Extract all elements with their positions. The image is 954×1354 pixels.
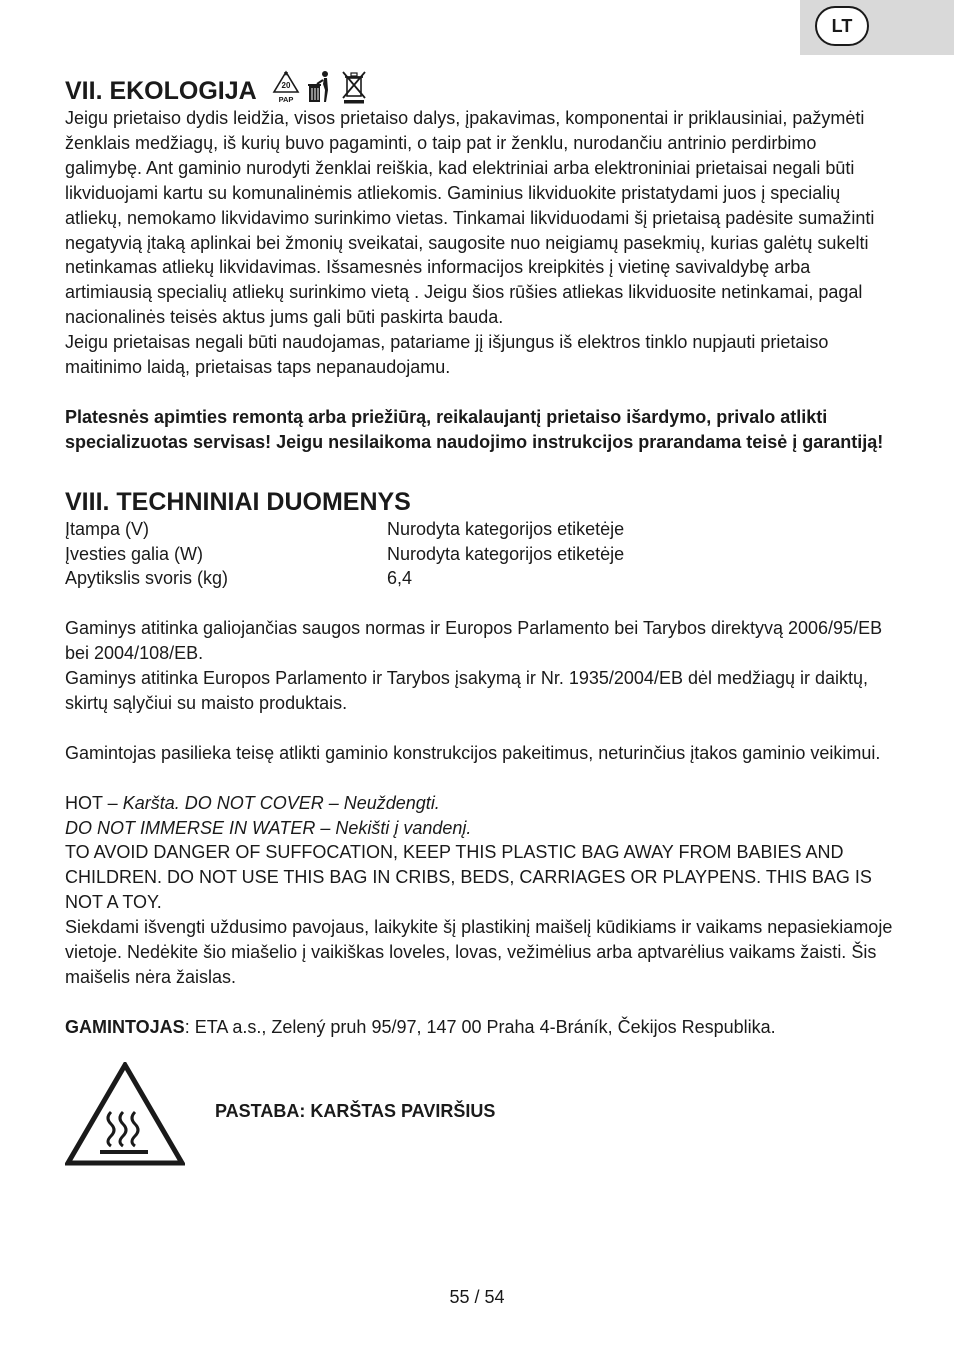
immerse-text: DO NOT IMMERSE IN WATER – Nekišti į vandenį. [65,817,472,838]
spec-row [65,542,895,567]
spec-row [65,517,895,542]
waste-bin-person-icon [307,70,335,104]
compliance-2: Gaminys atitinka Europos Parlamento ir Tarybos įsakymą ir Nr. 1935/2004/EB dėl medžiagų ir daiktų, skirtų sąlyčiui su maisto produktais. [65,668,869,713]
ecology-icons [271,70,367,104]
page-content [65,70,895,1166]
spec-value: 6,4 [387,568,413,589]
ecology-heading [65,70,895,106]
recycle-material: PAP [278,95,294,104]
spec-label: Apytikslis svoris (kg) [65,568,229,589]
spec-value: Nurodyta kategorijos etiketėje [387,543,625,564]
hot-line [65,791,895,816]
tech-title: VIII. TECHNINIAI DUOMENYS [65,487,411,516]
ecology-paragraph-1: Jeigu prietaiso dydis leidžia, visos prietaiso dalys, įpakavimas, komponentai ir priklausiniai, pažymėti ženklais medžiagų, iš kurių buvo pagaminti, o taip pat ir ženklu, nurodančiu antrinio perdirbimo galimybę. Ant gaminio nurodyti ženklai reiškia, kad elektriniai arba elektroniniai prietaisai negali būti likviduojami kartu su komunalinėmis atliekomis. Gaminius likviduokite pristatydami juos į specialių atliekų, nemokamo likvidavimo surinkimo vietas. Tinkamai likviduodami šį prietaisą padėsite sumažinti negatyvią įtaką aplinkai bei žmonių sveikatai, saugosite nuo neigiamų pasekmių, kurias galėtų sukelti netinkamas atliekų likvidavimas. Išsamesnės informacijos kreipkitės į vietinę savivaldybę arba artimiausią specialių atliekų surinkimo vietą . Jeigu šios rūšies atliekas likviduosite netinkamai, pagal nacionalinės teisės aktus jums gali būti paskirta bauda. [65,108,875,328]
language-badge: LT [815,6,869,46]
spec-row [65,566,895,591]
service-notice: Platesnės apimties remontą arba priežiūrą, reikalaujantį prietaiso išardymo, privalo atlikti specializuotas servisas! Jeigu nesilaikoma naudojimo instrukcijos prarandama teisė į garantiją! [65,406,884,452]
spec-value: Nurodyta kategorijos etiketėje [387,518,625,539]
hot-translation: Karšta. DO NOT COVER – Neuždengti. [122,792,440,813]
immerse-line [65,816,895,841]
manufacturer-line [65,1015,895,1040]
spec-label: Įtampa (V) [65,518,150,539]
recycle-code: 20 [281,81,291,90]
spec-label: Įvesties galia (W) [65,543,204,564]
compliance-1: Gaminys atitinka galiojančias saugos normas ir Europos Parlamento bei Tarybos direktyvą 2006/95/EB bei 2004/108/EB. [65,618,883,664]
bag-warning-lt: Siekdami išvengti uždusimo pavojaus, laikykite šį plastikinį maišelį kūdikiams ir vaikams nepasiekiamoje vietoje. Nedėkite šio miašelio į vaikiškas loveles, lovas, vežimėlius arba aptvarėlius vaikams žaisti. Šis maišelis nėra žaislas. [65,917,893,987]
tech-heading [65,487,895,517]
spec-table [65,517,895,592]
manufacturer-value: : ETA a.s., Zelený pruh 95/97, 147 00 Praha 4-Bráník, Čekijos Respublika. [184,1016,776,1037]
crossed-bin-icon [341,70,367,104]
recycle-pap-20-icon [271,70,301,104]
hot-label: HOT – [65,792,118,813]
ecology-paragraph-2: Jeigu prietaisas negali būti naudojamas, patariame jį išjungus iš elektros tinklo nupjauti prietaiso maitinimo laidą, prietaisas taps nepanaudojamu. [65,332,829,378]
bag-warning-en: TO AVOID DANGER OF SUFFOCATION, KEEP THIS PLASTIC BAG AWAY FROM BABIES AND CHILDREN. DO NOT USE THIS BAG IN CRIBS, BEDS, CARRIAGES OR PLAYPENS. THIS BAG IS NOT A TOY. [65,842,872,913]
hot-surface-warning [65,1062,895,1166]
manufacturer-label: GAMINTOJAS [65,1016,185,1037]
hot-surface-warning-icon [65,1062,185,1166]
manufacturer-note: Gamintojas pasilieka teisę atlikti gaminio konstrukcijos pakeitimus, neturinčius įtakos gaminio veikimui. [65,742,881,763]
ecology-title: VII. EKOLOGIJA [65,77,257,105]
hot-surface-text: PASTABA: KARŠTAS PAVIRŠIUS [215,1101,496,1122]
page-number: 55 / 54 [449,1287,505,1307]
